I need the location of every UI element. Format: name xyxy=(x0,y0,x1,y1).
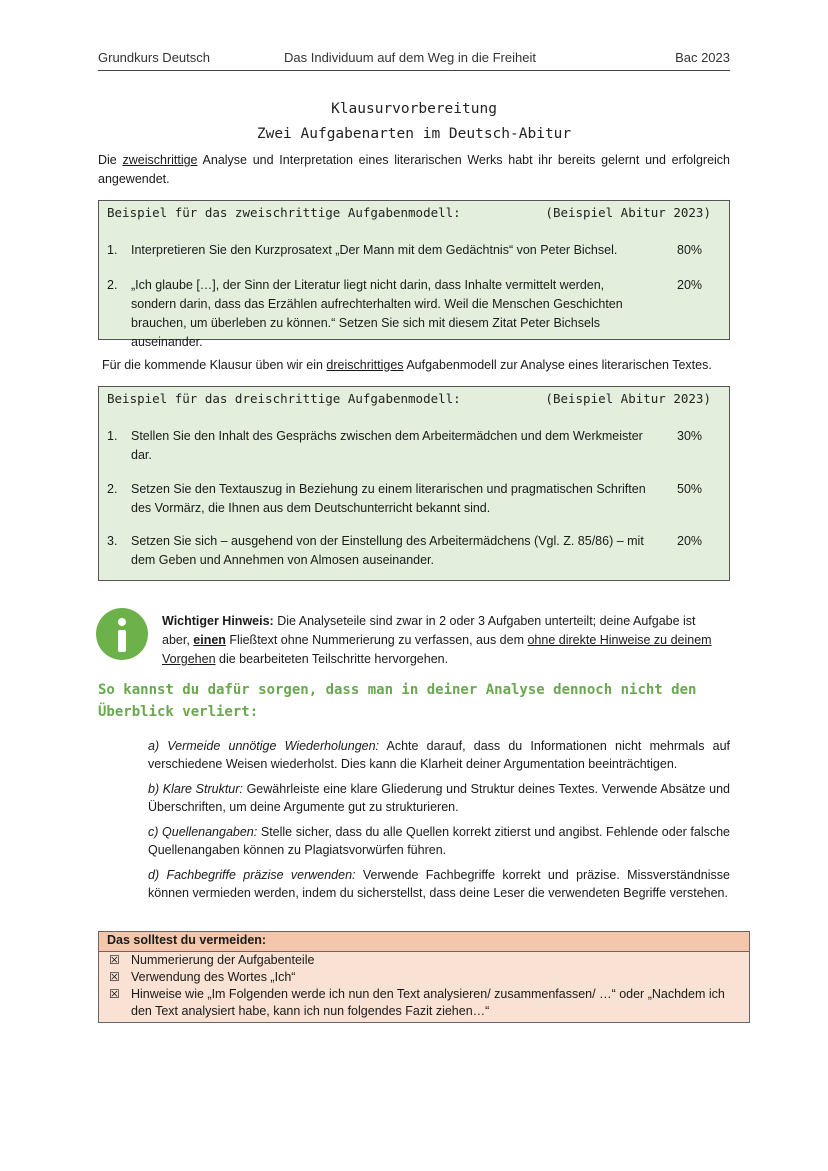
middle-paragraph: Für die kommende Klausur üben wir ein dreischrittiges Aufgabenmodell zur Analyse eines literarischen Textes. xyxy=(102,358,712,372)
tip-item: a) Vermeide unnötige Wiederholungen: Achte darauf, dass du Informationen nicht mehrmals auf verschiedene Weisen wiederholst. Dies kann die Klarheit deiner Argumentation beeinträchtigen. xyxy=(148,739,730,771)
important-hint: Wichtiger Hinweis: Die Analyseteile sind zwar in 2 oder 3 Aufgaben unterteilt; deine Aufgabe ist aber, einen Fließtext ohne Nummerierung zu verfassen, aus dem ohne direkte Hinweise zu deinem Vorgehen die bearbeiteten Teilschritte hervorgehen. xyxy=(162,614,712,666)
avoid-item: ☒ Verwendung des Wortes „Ich“ xyxy=(109,970,296,984)
exam-label: Bac 2023 xyxy=(675,50,730,65)
tip-item: b) Klare Struktur: Gewährleiste eine klare Gliederung und Struktur deines Textes. Verwende Absätze und Überschriften, um deine Argumente gut zu strukturieren. xyxy=(148,782,730,814)
box1-source: (Beispiel Abitur 2023) xyxy=(545,205,711,220)
hint-label: Wichtiger Hinweis: xyxy=(162,614,274,628)
two-step-example-box: Beispiel für das zweischrittige Aufgabenmodell: (Beispiel Abitur 2023) 1. Interpretieren Sie den Kurzprosatext „Der Mann mit dem Gedächtnis“ von Peter Bichsel. 80% 2. „Ich glaube […], der Sinn der Literatur liegt nicht darin, dass Inhalte vermittelt werden, sondern darin, dass das Erzählen aufrechterhalten wird. Weil die Menschen Geschichten brauchen, um überleben zu können.“ Setzen Sie sich mit diesem Zitat Peter Bichsels auseinander. 20% xyxy=(98,200,730,340)
checkbox-x-icon: ☒ xyxy=(109,987,120,1001)
avoid-box xyxy=(98,931,750,1023)
avoid-heading: Das solltest du vermeiden: xyxy=(99,932,749,952)
course-label: Grundkurs Deutsch xyxy=(98,50,210,65)
avoid-item: ☒ Hinweise wie „Im Folgenden werde ich nun den Text analysieren/ zusammenfassen/ …“ oder „Nachdem ich den Text analysiert habe, kann ich nun folgendes Fazit ziehen…“ xyxy=(109,987,725,1018)
box1-heading: Beispiel für das zweischrittige Aufgabenmodell: (Beispiel Abitur 2023) xyxy=(107,205,711,220)
intro-underlined: zweischrittige xyxy=(122,153,198,167)
overview-heading: So kannst du dafür sorgen, dass man in deiner Analyse dennoch nicht den Überblick verliert: xyxy=(98,682,697,720)
info-icon xyxy=(96,608,148,660)
three-step-example-box: Beispiel für das dreischrittige Aufgabenmodell: (Beispiel Abitur 2023) 1. Stellen Sie den Inhalt des Gesprächs zwischen dem Arbeitermädchen und dem Werkmeister dar. 30% 2. Setzen Sie den Textauszug in Beziehung zu einem literarischen und pragmatischen Schriften des Vormärz, die Ihnen aus dem Deutschunterricht bekannt sind. 50% 3. Setzen Sie sich – ausgehend von der Einstellung des Arbeitermädchens (Vgl. Z. 85/86) – mit dem Geben und Annehmen von Almosen auseinander. 20% xyxy=(98,386,730,581)
tip-item: c) Quellenangaben: Stelle sicher, dass du alle Quellen korrekt zitierst und angibst. Fehlende oder falsche Quellenangaben können zu Plagiatsvorwürfen führen. xyxy=(148,825,731,857)
avoid-item: ☒ Nummerierung der Aufgabenteile xyxy=(109,953,315,967)
unit-title: Das Individuum auf dem Weg in die Freiheit xyxy=(284,50,536,65)
middle-underlined: dreischrittiges xyxy=(326,358,404,372)
box2-source: (Beispiel Abitur 2023) xyxy=(545,391,711,406)
checkbox-x-icon: ☒ xyxy=(109,970,120,984)
page-subtitle: Zwei Aufgabenarten im Deutsch-Abitur xyxy=(256,126,572,142)
intro-paragraph: Die zweischrittige Analyse und Interpretation eines literarischen Werks habt ihr bereits gelernt und erfolgreich angewendet. xyxy=(98,153,731,186)
box2-heading: Beispiel für das dreischrittige Aufgabenmodell: (Beispiel Abitur 2023) xyxy=(107,391,711,406)
page-title: Klausurvorbereitung xyxy=(331,101,497,117)
page-header xyxy=(98,48,730,71)
checkbox-x-icon: ☒ xyxy=(109,953,120,967)
tip-item: d) Fachbegriffe präzise verwenden: Verwende Fachbegriffe korrekt und präzise. Missverständnisse können vermieden werden, indem du sicherstellst, dass deine Leser die verwendeten Begriffe verstehen. xyxy=(148,868,730,900)
